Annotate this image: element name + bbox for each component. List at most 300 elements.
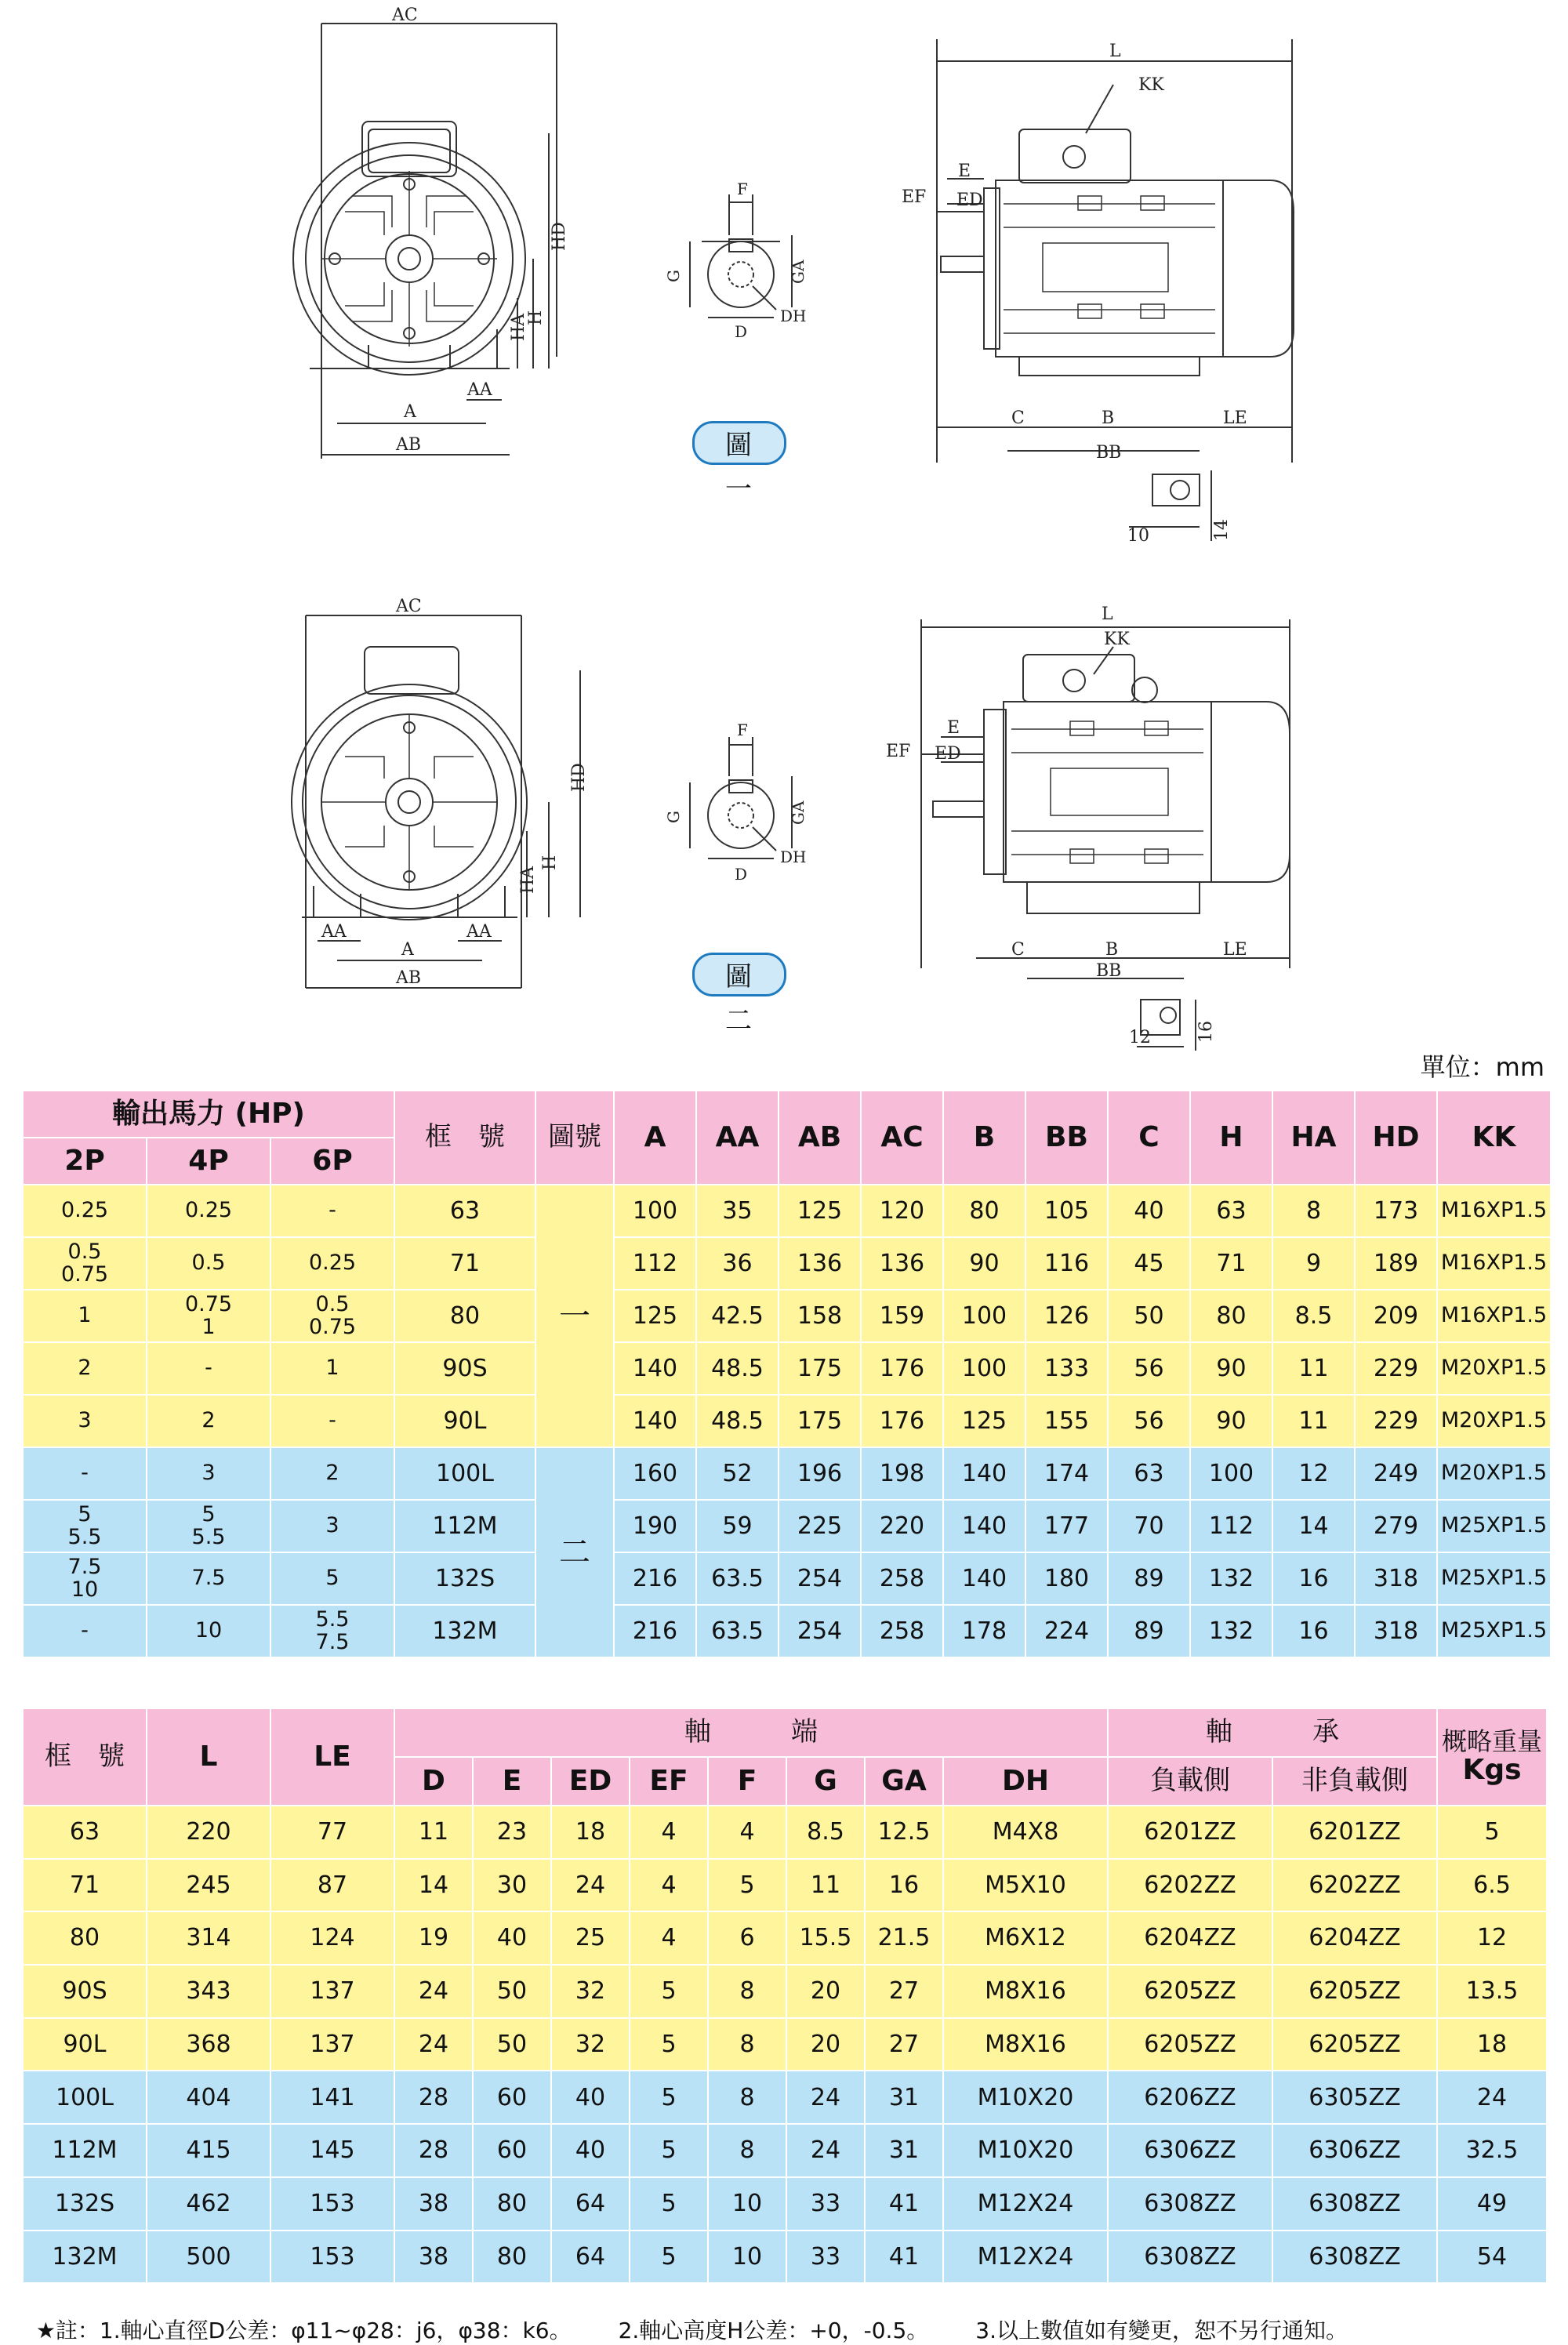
value-cell: 23 <box>473 1806 551 1859</box>
value-cell: 404 <box>147 2071 270 2124</box>
value-cell: 100 <box>1190 1447 1272 1500</box>
value-cell: 209 <box>1355 1290 1437 1342</box>
svg-text:10: 10 <box>1127 526 1149 546</box>
value-cell: 100 <box>943 1290 1025 1342</box>
hp-2p-cell: 2 <box>23 1342 147 1395</box>
svg-text:DH: DH <box>780 307 807 325</box>
frame-cell: 90S <box>23 1965 147 2018</box>
value-cell: 89 <box>1108 1552 1190 1605</box>
hp-4p-cell: 0.5 <box>147 1237 270 1290</box>
hp-6p-cell: 5.5 7.5 <box>270 1605 394 1657</box>
value-cell: 4 <box>630 1806 708 1859</box>
value-cell: 18 <box>1437 2018 1547 2071</box>
frame-cell: 112M <box>394 1500 535 1552</box>
value-cell: 80 <box>943 1185 1025 1237</box>
value-cell: 59 <box>696 1500 779 1552</box>
value-cell: 175 <box>779 1342 861 1395</box>
table-row <box>23 2018 1547 2071</box>
frame-cell: 90S <box>394 1342 535 1395</box>
value-cell: 89 <box>1108 1605 1190 1657</box>
value-cell: 8.5 <box>786 1806 865 1859</box>
value-cell: 49 <box>1437 2177 1547 2231</box>
svg-text:12: 12 <box>1129 1028 1151 1047</box>
table-row <box>23 1500 1551 1552</box>
value-cell: 5 <box>630 1965 708 2018</box>
weight-header-unit: Kgs <box>1462 1753 1522 1786</box>
value-cell: 6308ZZ <box>1108 2177 1272 2231</box>
bearing-nonload-side-header: 非負載側 <box>1272 1757 1437 1806</box>
value-cell: 27 <box>865 1965 943 2018</box>
value-cell: 32 <box>551 2018 630 2071</box>
value-cell: 90 <box>1190 1395 1272 1447</box>
svg-text:AA: AA <box>466 922 492 942</box>
value-cell: 6308ZZ <box>1108 2231 1272 2284</box>
value-cell: 245 <box>147 1859 270 1912</box>
value-cell: 132 <box>1190 1552 1272 1605</box>
technical-drawings <box>0 0 1568 1051</box>
shaft-col-header: GA <box>865 1757 943 1806</box>
frame-cell: 112M <box>23 2124 147 2177</box>
value-cell: 6204ZZ <box>1272 1911 1437 1965</box>
value-cell: 120 <box>861 1185 943 1237</box>
svg-text:F: F <box>737 180 748 198</box>
value-cell: 216 <box>614 1552 696 1605</box>
figure-number-cell: 一 <box>535 1185 614 1447</box>
value-cell: M16XP1.5 <box>1437 1290 1551 1342</box>
value-cell: 258 <box>861 1605 943 1657</box>
value-cell: M20XP1.5 <box>1437 1342 1551 1395</box>
hp-4p-cell: 5 5.5 <box>147 1500 270 1552</box>
fig1-side-view <box>902 39 1294 546</box>
frame-cell: 132S <box>23 2177 147 2231</box>
svg-text:L: L <box>1109 42 1121 61</box>
shaft-col-header: G <box>786 1757 865 1806</box>
bearing-load-side-header: 負載側 <box>1108 1757 1272 1806</box>
value-cell: 12 <box>1437 1911 1547 1965</box>
value-cell: 40 <box>551 2124 630 2177</box>
value-cell: 20 <box>786 1965 865 2018</box>
value-cell: 112 <box>614 1237 696 1290</box>
value-cell: 32.5 <box>1437 2124 1547 2177</box>
value-cell: 8 <box>708 2124 786 2177</box>
value-cell: 35 <box>696 1185 779 1237</box>
value-cell: 63.5 <box>696 1605 779 1657</box>
pole-header-2p: 2P <box>23 1138 147 1185</box>
table-row <box>23 2071 1547 2124</box>
value-cell: 254 <box>779 1552 861 1605</box>
value-cell: 176 <box>861 1342 943 1395</box>
hp-6p-cell: 0.25 <box>270 1237 394 1290</box>
value-cell: 24 <box>394 2018 473 2071</box>
svg-text:L: L <box>1102 604 1113 624</box>
shaft-group-header: 軸 端 <box>394 1708 1108 1757</box>
value-cell: 50 <box>473 2018 551 2071</box>
value-cell: 11 <box>786 1859 865 1912</box>
value-cell: 24 <box>786 2124 865 2177</box>
svg-text:AA: AA <box>467 380 492 400</box>
value-cell: 6206ZZ <box>1108 2071 1272 2124</box>
value-cell: 9 <box>1272 1237 1355 1290</box>
table-row <box>23 1806 1547 1859</box>
hp-2p-cell: 5 5.5 <box>23 1500 147 1552</box>
value-cell: 5 <box>630 2231 708 2284</box>
value-cell: 190 <box>614 1500 696 1552</box>
value-cell: 4 <box>630 1911 708 1965</box>
svg-text:ED: ED <box>956 191 983 210</box>
col-header: A <box>614 1091 696 1185</box>
value-cell: 140 <box>943 1447 1025 1500</box>
frame-cell: 132M <box>394 1605 535 1657</box>
value-cell: 33 <box>786 2231 865 2284</box>
svg-text:HA: HA <box>518 866 538 894</box>
frame-cell: 80 <box>394 1290 535 1342</box>
hp-6p-cell: 5 <box>270 1552 394 1605</box>
value-cell: 4 <box>630 1859 708 1912</box>
value-cell: 415 <box>147 2124 270 2177</box>
value-cell: 279 <box>1355 1500 1437 1552</box>
frame-cell: 100L <box>394 1447 535 1500</box>
value-cell: 6308ZZ <box>1272 2177 1437 2231</box>
value-cell: 140 <box>943 1500 1025 1552</box>
value-cell: 70 <box>1108 1500 1190 1552</box>
value-cell: M6X12 <box>943 1911 1108 1965</box>
value-cell: M4X8 <box>943 1806 1108 1859</box>
value-cell: 6205ZZ <box>1108 1965 1272 2018</box>
value-cell: 155 <box>1025 1395 1108 1447</box>
value-cell: 80 <box>473 2177 551 2231</box>
value-cell: 5 <box>630 2124 708 2177</box>
value-cell: 52 <box>696 1447 779 1500</box>
value-cell: 6202ZZ <box>1108 1859 1272 1912</box>
value-cell: 153 <box>270 2177 394 2231</box>
table-row <box>23 1552 1551 1605</box>
shaft-col-header: EF <box>630 1757 708 1806</box>
value-cell: 100 <box>943 1342 1025 1395</box>
value-cell: 6305ZZ <box>1272 2071 1437 2124</box>
value-cell: 258 <box>861 1552 943 1605</box>
value-cell: 133 <box>1025 1342 1108 1395</box>
value-cell: 87 <box>270 1859 394 1912</box>
value-cell: M8X16 <box>943 1965 1108 2018</box>
value-cell: 5 <box>708 1859 786 1912</box>
frame-cell: 71 <box>394 1237 535 1290</box>
value-cell: 24 <box>1437 2071 1547 2124</box>
value-cell: 100 <box>614 1185 696 1237</box>
value-cell: 6202ZZ <box>1272 1859 1437 1912</box>
value-cell: 31 <box>865 2124 943 2177</box>
value-cell: M10X20 <box>943 2124 1108 2177</box>
fig1-shaft-section <box>664 180 808 341</box>
svg-text:A: A <box>401 940 414 960</box>
hp-4p-cell: 0.25 <box>147 1185 270 1237</box>
hp-6p-cell: 3 <box>270 1500 394 1552</box>
col-header: HA <box>1272 1091 1355 1185</box>
value-cell: 224 <box>1025 1605 1108 1657</box>
table-row <box>23 1965 1547 2018</box>
value-cell: 80 <box>1190 1290 1272 1342</box>
value-cell: 8.5 <box>1272 1290 1355 1342</box>
value-cell: 6308ZZ <box>1272 2231 1437 2284</box>
svg-text:DH: DH <box>780 848 807 866</box>
value-cell: 318 <box>1355 1605 1437 1657</box>
svg-text:A: A <box>404 402 416 422</box>
value-cell: 56 <box>1108 1342 1190 1395</box>
value-cell: 48.5 <box>696 1342 779 1395</box>
shaft-col-header: E <box>473 1757 551 1806</box>
value-cell: 105 <box>1025 1185 1108 1237</box>
col-header: H <box>1190 1091 1272 1185</box>
svg-text:KK: KK <box>1138 75 1164 95</box>
value-cell: 178 <box>943 1605 1025 1657</box>
table-row <box>23 1185 1551 1237</box>
value-cell: 19 <box>394 1911 473 1965</box>
value-cell: 24 <box>786 2071 865 2124</box>
svg-text:14: 14 <box>1212 519 1232 541</box>
value-cell: M8X16 <box>943 2018 1108 2071</box>
value-cell: 4 <box>708 1806 786 1859</box>
value-cell: M12X24 <box>943 2177 1108 2231</box>
shaft-bearing-table <box>22 1708 1548 2284</box>
shaft-col-header: D <box>394 1757 473 1806</box>
figure-2-badge: 圖 二 <box>692 953 786 996</box>
table-row <box>23 2124 1547 2177</box>
value-cell: 343 <box>147 1965 270 2018</box>
svg-text:AA: AA <box>321 922 347 942</box>
col-header: AA <box>696 1091 779 1185</box>
footnotes <box>22 2288 1395 2345</box>
svg-text:ED: ED <box>935 744 961 764</box>
value-cell: 45 <box>1108 1237 1190 1290</box>
value-cell: 6201ZZ <box>1108 1806 1272 1859</box>
frame-cell: 90L <box>394 1395 535 1447</box>
hp-2p-cell: 7.5 10 <box>23 1552 147 1605</box>
value-cell: 41 <box>865 2231 943 2284</box>
svg-text:E: E <box>947 718 960 738</box>
hp-4p-cell: 10 <box>147 1605 270 1657</box>
table-row <box>23 1447 1551 1500</box>
value-cell: 229 <box>1355 1395 1437 1447</box>
dimensions-table-body <box>23 1185 1551 1657</box>
value-cell: 112 <box>1190 1500 1272 1552</box>
fig1-front-view <box>293 5 569 459</box>
value-cell: 141 <box>270 2071 394 2124</box>
col-header: AB <box>779 1091 861 1185</box>
shaft-col-header: ED <box>551 1757 630 1806</box>
bearing-group-header: 軸 承 <box>1108 1708 1437 1757</box>
col-header: B <box>943 1091 1025 1185</box>
value-cell: 18 <box>551 1806 630 1859</box>
value-cell: 125 <box>779 1185 861 1237</box>
value-cell: 140 <box>614 1395 696 1447</box>
value-cell: 24 <box>394 1965 473 2018</box>
col-header: AC <box>861 1091 943 1185</box>
value-cell: 20 <box>786 2018 865 2071</box>
footnote-2: 2.軸心高度H公差：+0，-0.5。 <box>618 2318 929 2343</box>
hp-6p-cell: - <box>270 1395 394 1447</box>
value-cell: 12.5 <box>865 1806 943 1859</box>
value-cell: 33 <box>786 2177 865 2231</box>
value-cell: 42.5 <box>696 1290 779 1342</box>
value-cell: M20XP1.5 <box>1437 1395 1551 1447</box>
pole-header-6p: 6P <box>270 1138 394 1185</box>
svg-text:G: G <box>664 270 683 282</box>
value-cell: 63 <box>1190 1185 1272 1237</box>
value-cell: 21.5 <box>865 1911 943 1965</box>
value-cell: 145 <box>270 2124 394 2177</box>
frame-cell: 100L <box>23 2071 147 2124</box>
value-cell: 8 <box>708 2018 786 2071</box>
footnote-1: ★註：1.軸心直徑D公差：φ11~φ28：j6，φ38：k6。 <box>35 2318 572 2343</box>
table-row <box>23 1237 1551 1290</box>
svg-text:B: B <box>1105 940 1119 960</box>
value-cell: 16 <box>865 1859 943 1912</box>
col-header: C <box>1108 1091 1190 1185</box>
value-cell: 50 <box>473 1965 551 2018</box>
value-cell: 125 <box>943 1395 1025 1447</box>
value-cell: 159 <box>861 1290 943 1342</box>
svg-text:H: H <box>540 855 560 870</box>
svg-text:KK: KK <box>1104 630 1130 649</box>
hp-2p-cell: - <box>23 1447 147 1500</box>
frame-cell: 132S <box>394 1552 535 1605</box>
value-cell: 38 <box>394 2231 473 2284</box>
value-cell: 16 <box>1272 1605 1355 1657</box>
value-cell: 368 <box>147 2018 270 2071</box>
value-cell: 90 <box>1190 1342 1272 1395</box>
value-cell: 15.5 <box>786 1911 865 1965</box>
value-cell: 6306ZZ <box>1108 2124 1272 2177</box>
value-cell: 11 <box>1272 1342 1355 1395</box>
value-cell: 254 <box>779 1605 861 1657</box>
shaft-bearing-table-body <box>23 1806 1547 2283</box>
value-cell: 136 <box>861 1237 943 1290</box>
frame-cell: 90L <box>23 2018 147 2071</box>
svg-text:AB: AB <box>396 435 422 455</box>
value-cell: 196 <box>779 1447 861 1500</box>
svg-text:BB: BB <box>1096 961 1122 981</box>
hp-2p-cell: - <box>23 1605 147 1657</box>
svg-text:C: C <box>1011 408 1025 428</box>
svg-text:H: H <box>526 310 546 325</box>
value-cell: 229 <box>1355 1342 1437 1395</box>
value-cell: 177 <box>1025 1500 1108 1552</box>
value-cell: 77 <box>270 1806 394 1859</box>
weight-header-label: 概略重量 <box>1441 1726 1542 1757</box>
hp-2p-cell: 3 <box>23 1395 147 1447</box>
value-cell: M12X24 <box>943 2231 1108 2284</box>
hp-4p-cell: 0.75 1 <box>147 1290 270 1342</box>
value-cell: 41 <box>865 2177 943 2231</box>
value-cell: 32 <box>551 1965 630 2018</box>
value-cell: 174 <box>1025 1447 1108 1500</box>
value-cell: 50 <box>1108 1290 1190 1342</box>
svg-text:EF: EF <box>902 187 927 207</box>
frame-cell: 71 <box>23 1859 147 1912</box>
value-cell: 220 <box>147 1806 270 1859</box>
value-cell: 16 <box>1272 1552 1355 1605</box>
value-cell: 8 <box>708 1965 786 2018</box>
fig2-shaft-section <box>664 721 808 884</box>
hp-6p-cell: - <box>270 1185 394 1237</box>
hp-2p-cell: 0.25 <box>23 1185 147 1237</box>
value-cell: 153 <box>270 2231 394 2284</box>
svg-text:BB: BB <box>1096 443 1122 463</box>
value-cell: 8 <box>1272 1185 1355 1237</box>
value-cell: 5 <box>630 2071 708 2124</box>
svg-text:E: E <box>958 162 971 181</box>
table-row <box>23 1290 1551 1342</box>
hp-6p-cell: 0.5 0.75 <box>270 1290 394 1342</box>
value-cell: 28 <box>394 2124 473 2177</box>
value-cell: 27 <box>865 2018 943 2071</box>
value-cell: 54 <box>1437 2231 1547 2284</box>
value-cell: 5 <box>1437 1806 1547 1859</box>
value-cell: 5 <box>630 2018 708 2071</box>
value-cell: 36 <box>696 1237 779 1290</box>
value-cell: 40 <box>1108 1185 1190 1237</box>
value-cell: 180 <box>1025 1552 1108 1605</box>
frame-cell: 63 <box>394 1185 535 1237</box>
frame-cell: 132M <box>23 2231 147 2284</box>
fig-header: 圖號 <box>535 1091 614 1185</box>
value-cell: M25XP1.5 <box>1437 1552 1551 1605</box>
svg-text:AC: AC <box>396 597 422 616</box>
hp-4p-cell: 7.5 <box>147 1552 270 1605</box>
svg-text:EF: EF <box>886 742 911 761</box>
value-cell: 314 <box>147 1911 270 1965</box>
value-cell: 8 <box>708 2071 786 2124</box>
value-cell: 6.5 <box>1437 1859 1547 1912</box>
value-cell: M25XP1.5 <box>1437 1500 1551 1552</box>
value-cell: M25XP1.5 <box>1437 1605 1551 1657</box>
drawings-area <box>0 0 1568 1051</box>
value-cell: 12 <box>1272 1447 1355 1500</box>
value-cell: M20XP1.5 <box>1437 1447 1551 1500</box>
value-cell: 11 <box>394 1806 473 1859</box>
value-cell: 124 <box>270 1911 394 1965</box>
svg-text:C: C <box>1011 940 1025 960</box>
col-header: KK <box>1437 1091 1551 1185</box>
table-row <box>23 1342 1551 1395</box>
weight-header <box>1437 1708 1547 1806</box>
value-cell: 14 <box>1272 1500 1355 1552</box>
value-cell: 225 <box>779 1500 861 1552</box>
value-cell: 132 <box>1190 1605 1272 1657</box>
value-cell: 6204ZZ <box>1108 1911 1272 1965</box>
frame-cell: 63 <box>23 1806 147 1859</box>
svg-text:B: B <box>1102 408 1115 428</box>
hp-2p-cell: 1 <box>23 1290 147 1342</box>
value-cell: 90 <box>943 1237 1025 1290</box>
value-cell: 125 <box>614 1290 696 1342</box>
value-cell: 176 <box>861 1395 943 1447</box>
le-header: LE <box>270 1708 394 1806</box>
frame-header: 框 號 <box>394 1091 535 1185</box>
value-cell: 136 <box>779 1237 861 1290</box>
table-row <box>23 1911 1547 1965</box>
fig2-side-view <box>886 604 1290 1051</box>
value-cell: 28 <box>394 2071 473 2124</box>
svg-text:HD: HD <box>550 222 569 251</box>
value-cell: M16XP1.5 <box>1437 1237 1551 1290</box>
col-header: HD <box>1355 1091 1437 1185</box>
figure-1-badge: 圖 一 <box>692 421 786 465</box>
value-cell: 6201ZZ <box>1272 1806 1437 1859</box>
table-row <box>23 1859 1547 1912</box>
dimensions-table <box>22 1090 1552 1658</box>
value-cell: 38 <box>394 2177 473 2231</box>
value-cell: 116 <box>1025 1237 1108 1290</box>
